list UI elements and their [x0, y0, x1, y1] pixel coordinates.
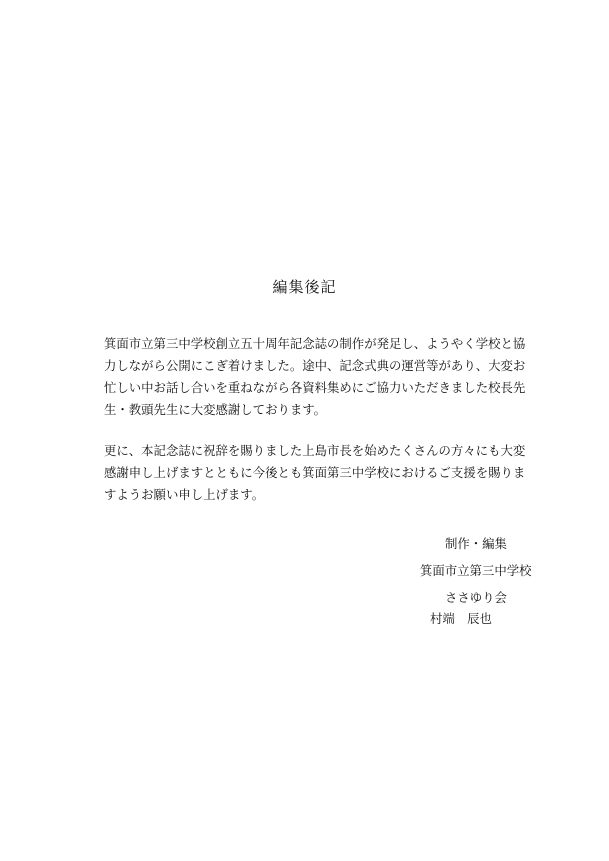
- paragraph-line: すようお願い申し上げます。: [104, 487, 265, 502]
- signature-name: 村端 辰也: [430, 611, 492, 626]
- paragraph-line: 箕面市立第三中学校創立五十周年記念誌の制作が発足し、ようやく学校と協: [104, 336, 526, 351]
- paragraph-line: 力しながら公開にこぎ着けました。途中、記念式典の運営等があり、大変お: [104, 358, 526, 373]
- page-title: 編集後記: [272, 278, 337, 296]
- paragraph-line: 感謝申し上げますとともに今後とも箕面第三中学校におけるご支援を賜りま: [104, 465, 526, 480]
- signature-role: 制作・編集: [445, 536, 507, 551]
- body-paragraph-2: [104, 440, 524, 506]
- body-paragraph-1: [104, 333, 524, 421]
- signature-group: ささゆり会: [445, 590, 507, 605]
- signature-school: 箕面市立第三中学校: [420, 563, 532, 578]
- paragraph-line: 忙しい中お話し合いを重ねながら各資料集めにご協力いただきました校長先: [104, 380, 526, 395]
- paragraph-line: 更に、本記念誌に祝辞を賜りました上島市長を始めたくさんの方々にも大変: [104, 443, 526, 458]
- paragraph-line: 生・教頭先生に大変感謝しております。: [104, 402, 327, 417]
